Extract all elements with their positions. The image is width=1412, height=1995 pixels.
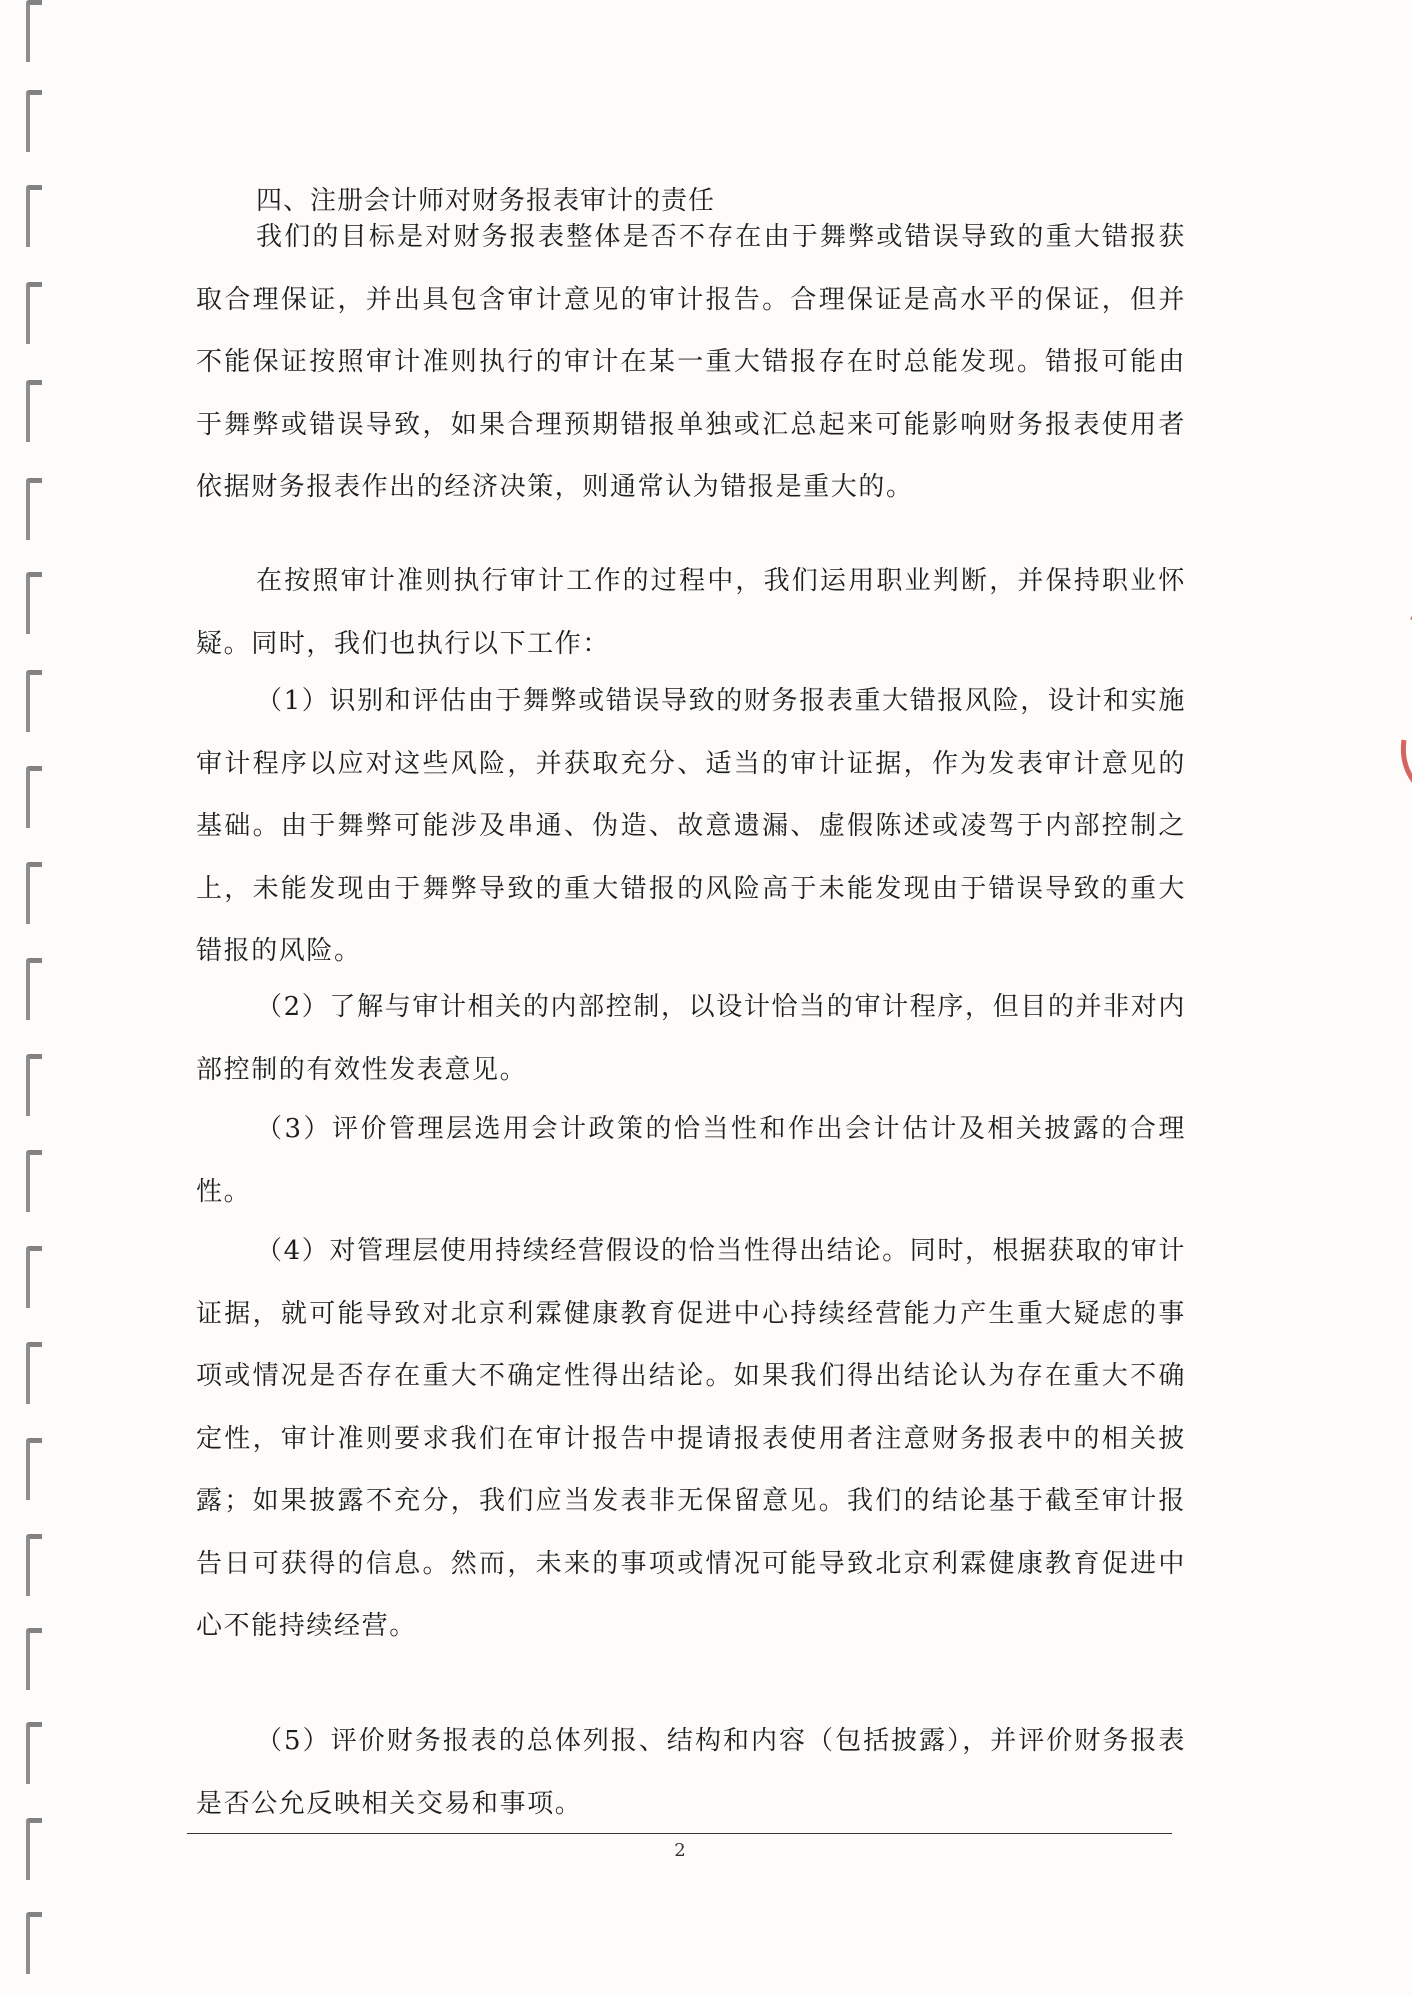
binding-mark (26, 1054, 42, 1116)
binding-mark (26, 1342, 42, 1404)
footer-rule (187, 1833, 1172, 1834)
seal-stamp-fragment (1382, 590, 1412, 800)
binding-mark (26, 380, 42, 442)
page-number: 2 (674, 1840, 686, 1861)
binding-mark (26, 1438, 42, 1500)
binding-mark (26, 1150, 42, 1212)
binding-mark (26, 766, 42, 828)
binding-mark (26, 670, 42, 732)
paragraph-procedures-intro: 在按照审计准则执行审计工作的过程中，我们运用职业判断，并保持职业怀疑。同时，我们也执行以下工作： (196, 566, 1186, 659)
paragraph-objective: 我们的目标是对财务报表整体是否不存在由于舞弊或错误导致的重大错报获取合理保证，并出具包含审计意见的审计报告。合理保证是高水平的保证，但并不能保证按照审计准则执行的审计在某一重大错报存在时总能发现。错报可能由于舞弊或错误导致，如果合理预期错报单独或汇总起来可能影响财务报表使用者依据财务报表作出的经济决策，则通常认为错报是重大的。 (196, 222, 1186, 502)
paragraph-item-2: （2）了解与审计相关的内部控制，以设计恰当的审计程序，但目的并非对内部控制的有效性发表意见。 (196, 992, 1186, 1085)
binding-mark (26, 1534, 42, 1596)
binding-mark (26, 90, 42, 152)
paragraph-item-3: （3）评价管理层选用会计政策的恰当性和作出会计估计及相关披露的合理性。 (196, 1114, 1186, 1207)
paragraph-item-5: （5）评价财务报表的总体列报、结构和内容（包括披露），并评价财务报表是否公允反映相关交易和事项。 (196, 1726, 1186, 1819)
binding-mark (26, 1628, 42, 1690)
paragraph-item-1: （1）识别和评估由于舞弊或错误导致的财务报表重大错报风险，设计和实施审计程序以应对这些风险，并获取充分、适当的审计证据，作为发表审计意见的基础。由于舞弊可能涉及串通、伪造、故意遗漏、虚假陈述或凌驾于内部控制之上，未能发现由于舞弊导致的重大错报的风险高于未能发现由于错误导致的重大错报的风险。 (196, 686, 1186, 966)
binding-mark (26, 1722, 42, 1784)
binding-mark (26, 478, 42, 540)
binding-mark (26, 862, 42, 924)
binding-mark (26, 0, 42, 62)
binding-mark (26, 572, 42, 634)
binding-mark (26, 1818, 42, 1880)
binding-mark (26, 958, 42, 1020)
binding-mark (26, 282, 42, 344)
binding-mark (26, 1246, 42, 1308)
section-heading: 四、注册会计师对财务报表审计的责任 (256, 186, 716, 216)
paragraph-item-4: （4）对管理层使用持续经营假设的恰当性得出结论。同时，根据获取的审计证据，就可能导致对北京利霖健康教育促进中心持续经营能力产生重大疑虑的事项或情况是否存在重大不确定性得出结论。如果我们得出结论认为存在重大不确定性，审计准则要求我们在审计报告中提请报表使用者注意财务报表中的相关披露；如果披露不充分，我们应当发表非无保留意见。我们的结论基于截至审计报告日可获得的信息。然而，未来的事项或情况可能导致北京利霖健康教育促进中心不能持续经营。 (196, 1236, 1186, 1641)
binding-marks (26, 0, 66, 1995)
binding-mark (26, 185, 42, 247)
binding-mark (26, 1912, 42, 1974)
